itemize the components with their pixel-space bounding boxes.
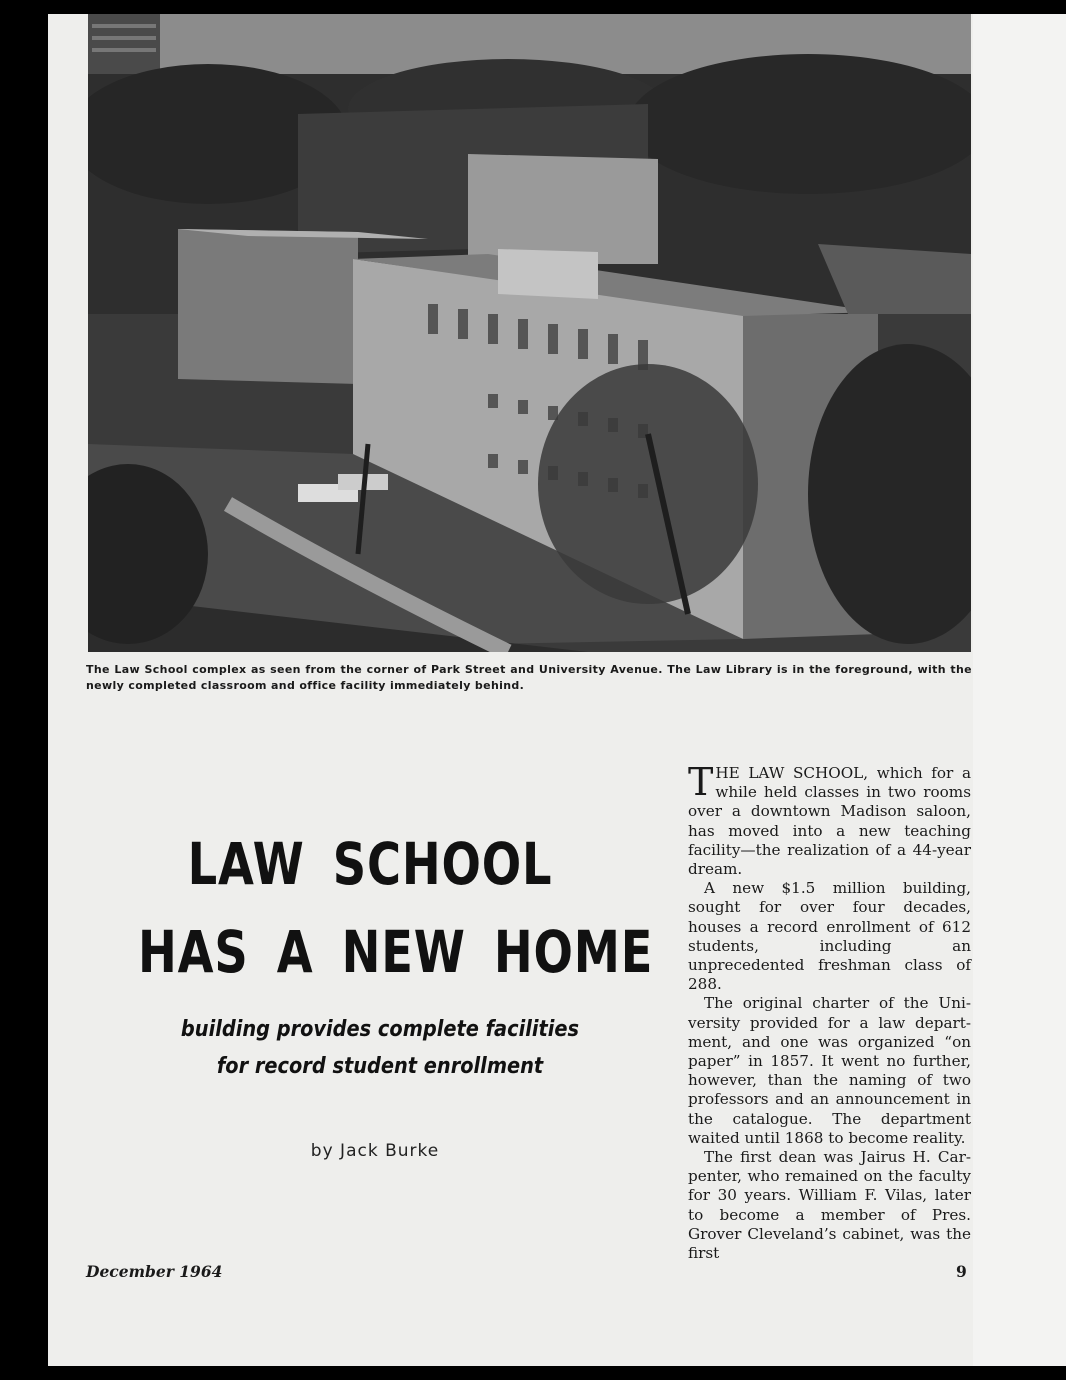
photo-caption: The Law School complex as seen from the corner of Park Street and University Avenue. The Law Library is in the foreground, with the newly completed classroom and office facility immediately behind. xyxy=(86,663,972,692)
article-paragraph: The first dean was Jairus H. Carpenter, who remained on the faculty for 30 years. William F. Vilas, later to become a member of Pres. Grover Cleveland’s cabinet, was the first xyxy=(688,1148,971,1263)
headline-line-1: LAW SCHOOL xyxy=(187,830,553,898)
headline xyxy=(138,820,654,996)
law-school-photo-drawing xyxy=(88,14,971,652)
law-school-photo xyxy=(88,14,971,652)
page-number: 9 xyxy=(956,1262,967,1281)
subheadline-line-1: building provides complete facilities xyxy=(180,1017,580,1042)
article-paragraph xyxy=(688,760,971,879)
page-edge xyxy=(973,14,1066,1366)
article-paragraph: The original charter of the University provided for a law department, and one was organized “on paper” in 1857. It went no further, however, than the naming of two professors and an announcement in the catalogue. The department waited until 1868 to become reality. xyxy=(688,994,971,1147)
article-paragraph-text: HE LAW SCHOOL, which for a while held classes in two rooms over a downtown Madison saloon, has moved into a new teaching facility—the realization of a 44-year dream. xyxy=(688,764,971,879)
headline-line-2: HAS A NEW HOME xyxy=(138,918,654,986)
drop-cap: T xyxy=(688,760,714,804)
subheadline xyxy=(151,1011,609,1085)
issue-date: December 1964 xyxy=(86,1262,223,1281)
byline: by Jack Burke xyxy=(310,1141,440,1161)
subheadline-line-2: for record student enrollment xyxy=(216,1054,544,1079)
article-body xyxy=(688,760,971,1263)
article-paragraph: A new $1.5 million building, sought for over four decades, houses a record enrollment of 612 students, including an unprecedented freshman class of 288. xyxy=(688,879,971,994)
